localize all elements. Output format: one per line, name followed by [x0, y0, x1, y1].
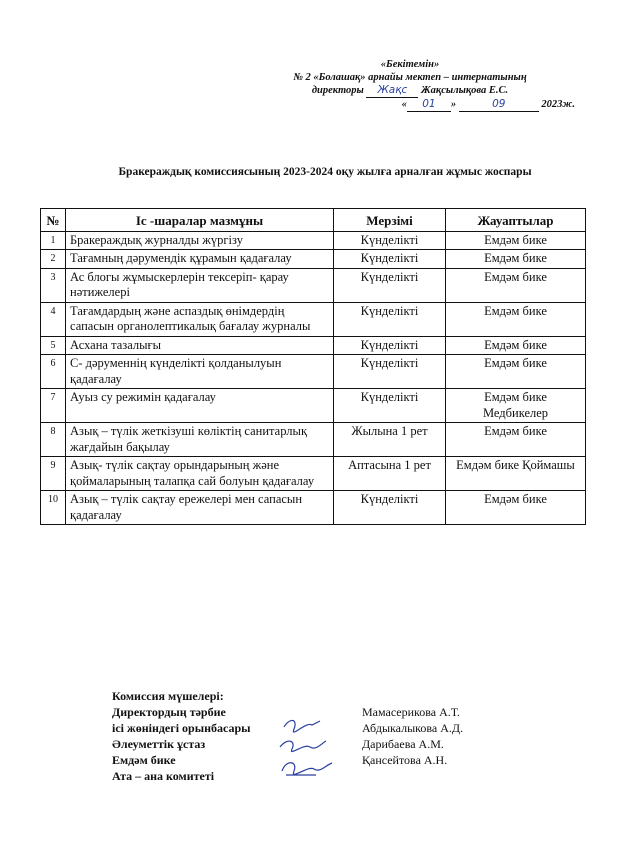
row-responsible: Емдәм бике [446, 231, 586, 250]
table-row [41, 302, 586, 336]
date-day-blank [407, 98, 451, 112]
header-activity: Іс -шаралар мазмұны [66, 209, 334, 232]
row-number: 3 [41, 268, 66, 302]
signature-stroke [284, 720, 320, 732]
director-name: Жақсылықова Е.С. [421, 85, 509, 96]
table-row [41, 250, 586, 269]
table-row [41, 355, 586, 389]
row-number: 5 [41, 336, 66, 355]
row-activity: С- дәруменнің күнделікті қолданылуын қадағалау [66, 355, 334, 389]
row-responsible: Емдәм бике [446, 250, 586, 269]
row-number: 1 [41, 231, 66, 250]
table-row [41, 457, 586, 491]
commission-role: ісі жөніндегі орынбасары [112, 721, 251, 735]
row-responsible: Емдәм бике [446, 268, 586, 302]
row-responsible: Емдәм бике [446, 491, 586, 525]
row-activity: Ас блогы жұмыскерлерін тексеріп- қарау нәтижелері [66, 268, 334, 302]
row-responsible: Емдәм бике [446, 336, 586, 355]
row-period: Жылына 1 рет [334, 423, 446, 457]
commission-role: Директордың тәрбие [112, 705, 226, 719]
commission-role: Емдәм бике [112, 753, 176, 767]
commission-members [112, 688, 251, 784]
row-responsible: Емдәм бике [446, 355, 586, 389]
signature-stroke [282, 763, 332, 775]
row-period: Күнделікті [334, 231, 446, 250]
row-activity: Азық- түлік сақтау орындарының және қоймаларының талапқа сай болуын қадағалау [66, 457, 334, 491]
row-period: Күнделікті [334, 389, 446, 423]
header-responsible: Жауаптылар [446, 209, 586, 232]
table-row [41, 231, 586, 250]
date-open-quote: « [401, 99, 407, 110]
row-activity: Асхана тазалығы [66, 336, 334, 355]
row-period: Күнделікті [334, 302, 446, 336]
approval-school-line: № 2 «Болашақ» арнайы мектеп – интернатының [293, 72, 527, 83]
handwritten-signatures [276, 715, 346, 785]
commission-names [362, 704, 463, 768]
row-activity: Тағамның дәрумендік құрамын қадағалау [66, 250, 334, 269]
date-month-blank [459, 98, 539, 112]
row-number: 4 [41, 302, 66, 336]
member-name: Қансейтова А.Н. [362, 753, 448, 767]
row-period: Күнделікті [334, 355, 446, 389]
row-activity: Ауыз су режимін қадағалау [66, 389, 334, 423]
table-row [41, 268, 586, 302]
date-year: 2023ж. [541, 99, 575, 110]
date-day: 01 [422, 98, 436, 110]
row-number: 7 [41, 389, 66, 423]
approval-heading: «Бекітемін» [380, 59, 440, 70]
approval-date-line [245, 98, 575, 112]
plan-title: Бракераждық комиссиясының 2023-2024 оқу жылға арналған жұмыс жоспары [118, 166, 532, 178]
header-number: № [41, 209, 66, 232]
row-responsible: Емдәм бике Қоймашы [446, 457, 586, 491]
row-period: Күнделікті [334, 336, 446, 355]
row-period: Күнделікті [334, 491, 446, 525]
director-signature-blank [366, 84, 418, 98]
row-number: 6 [41, 355, 66, 389]
work-plan-table [40, 208, 586, 525]
member-name: Абдыкалыкова А.Д. [362, 721, 464, 735]
row-period: Күнделікті [334, 250, 446, 269]
row-number: 10 [41, 491, 66, 525]
commission-role: Әлеуметтік ұстаз [112, 737, 206, 751]
member-name: Дарибаева А.М. [362, 737, 444, 751]
row-activity: Тағамдардың және аспаздық өнімдердің сапасын органолептикалық бағалау журналы [66, 302, 334, 336]
member-name: Мамасерикова А.Т. [362, 705, 460, 719]
table-row [41, 336, 586, 355]
row-activity: Бракераждық журналды жүргізу [66, 231, 334, 250]
table-row [41, 423, 586, 457]
row-number: 2 [41, 250, 66, 269]
table-row [41, 389, 586, 423]
director-prefix: директоры [311, 85, 364, 96]
signature-stroke [280, 741, 326, 752]
row-responsible: Емдәм бике Медбикелер [446, 389, 586, 423]
table-header-row [41, 209, 586, 232]
row-activity: Азық – түлік жеткізуші көліктің санитарлық жағдайын бақылау [66, 423, 334, 457]
row-period: Күнделікті [334, 268, 446, 302]
approval-director-line [245, 84, 575, 98]
row-number: 8 [41, 423, 66, 457]
commission-heading: Комиссия мүшелері: [112, 689, 224, 703]
approval-block [245, 58, 575, 112]
date-month: 09 [492, 98, 506, 110]
director-signature: Жақс [377, 84, 408, 96]
row-activity: Азық – түлік сақтау ережелері мен сапасын қадағалау [66, 491, 334, 525]
header-period: Мерзімі [334, 209, 446, 232]
row-number: 9 [41, 457, 66, 491]
row-responsible: Емдәм бике [446, 423, 586, 457]
row-responsible: Емдәм бике [446, 302, 586, 336]
date-close-quote: » [450, 99, 457, 110]
table-row [41, 491, 586, 525]
commission-role: Ата – ана комитеті [112, 769, 215, 783]
row-period: Аптасына 1 рет [334, 457, 446, 491]
